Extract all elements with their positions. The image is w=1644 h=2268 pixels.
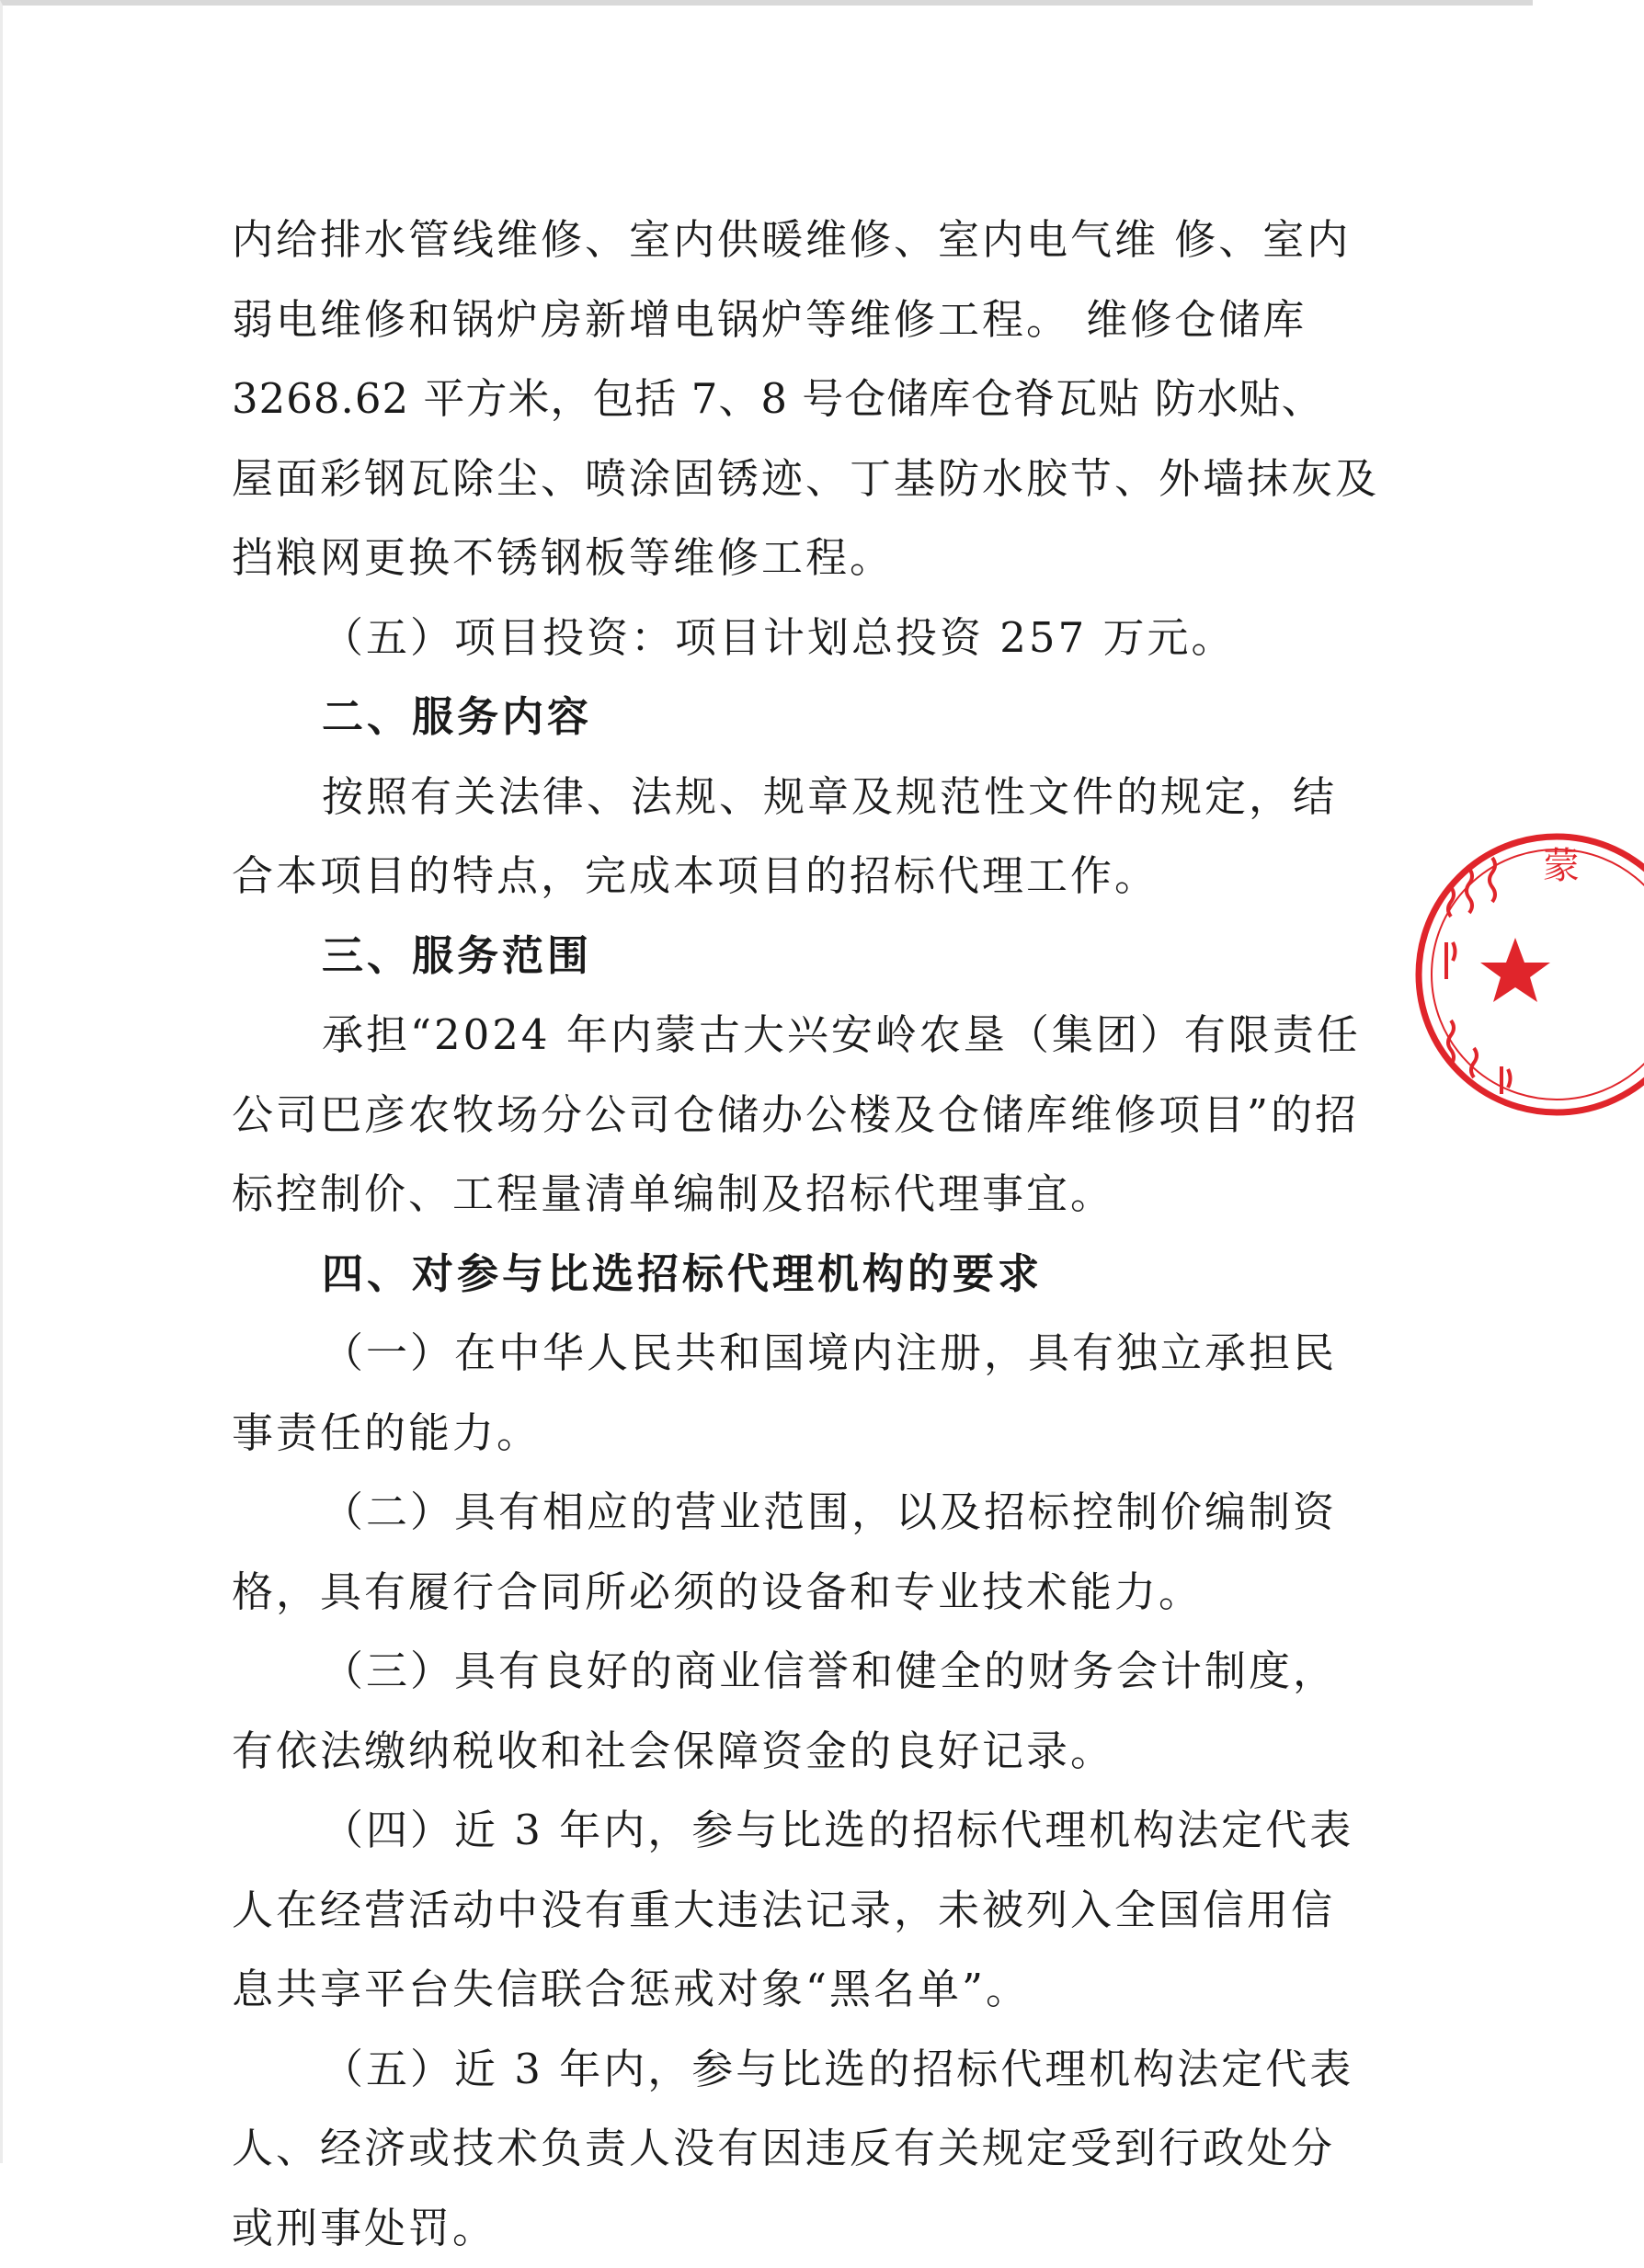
document-body [232,200,1307,2268]
seal-character: 蒙 [1543,845,1580,887]
text-line: （三）具有良好的商业信誉和健全的财务会计制度， [232,1632,1307,1712]
text-line: 合本项目的特点，完成本项目的招标代理工作。 [232,837,1307,917]
section-heading: 四、对参与比选招标代理机构的要求 [232,1235,1307,1315]
text-line: （五）项目投资：项目计划总投资 257 万元。 [232,598,1307,678]
text-line: 人在经营活动中没有重大违法记录，未被列入全国信用信 [232,1871,1307,1951]
text-line: 挡粮网更换不锈钢板等维修工程。 [232,519,1307,598]
text-line: 按照有关法律、法规、规章及规范性文件的规定，结 [232,758,1307,838]
text-line: 事责任的能力。 [232,1394,1307,1474]
section-heading: 二、服务内容 [232,678,1307,758]
text-line: 有依法缴纳税收和社会保障资金的良好记录。 [232,1712,1307,1792]
text-line: 屋面彩钢瓦除尘、喷涂固锈迹、丁基防水胶节、外墙抹灰及 [232,439,1307,519]
text-line: （四）近 3 年内，参与比选的招标代理机构法定代表 [232,1791,1307,1871]
text-line: 或刑事处罚。 [232,2189,1307,2268]
text-line: 内给排水管线维修、室内供暖维修、室内电气维 修、室内 [232,200,1307,280]
text-line: 息共享平台失信联合惩戒对象“黑名单”。 [232,1950,1307,2030]
text-line: 3268.62 平方米，包括 7、8 号仓储库仓脊瓦贴 防水贴、 [232,359,1307,439]
text-line: （五）近 3 年内，参与比选的招标代理机构法定代表 [232,2030,1307,2110]
text-line: 人、经济或技术负责人没有因违反有关规定受到行政处分 [232,2109,1307,2189]
text-line: 公司巴彦农牧场分公司仓储办公楼及仓储库维修项目”的招 [232,1076,1307,1156]
text-line: 格，具有履行合同所必须的设备和专业技术能力。 [232,1553,1307,1633]
seal-star-icon [1480,938,1550,1002]
official-seal [1405,823,1644,1126]
text-line: 承担“2024 年内蒙古大兴安岭农垦（集团）有限责任 [232,996,1307,1076]
section-heading: 三、服务范围 [232,917,1307,997]
text-line: （一）在中华人民共和国境内注册，具有独立承担民 [232,1314,1307,1394]
text-line: 标控制价、工程量清单编制及招标代理事宜。 [232,1155,1307,1235]
text-line: （二）具有相应的营业范围，以及招标控制价编制资 [232,1473,1307,1553]
text-line: 弱电维修和锅炉房新增电锅炉等维修工程。 维修仓储库 [232,280,1307,360]
